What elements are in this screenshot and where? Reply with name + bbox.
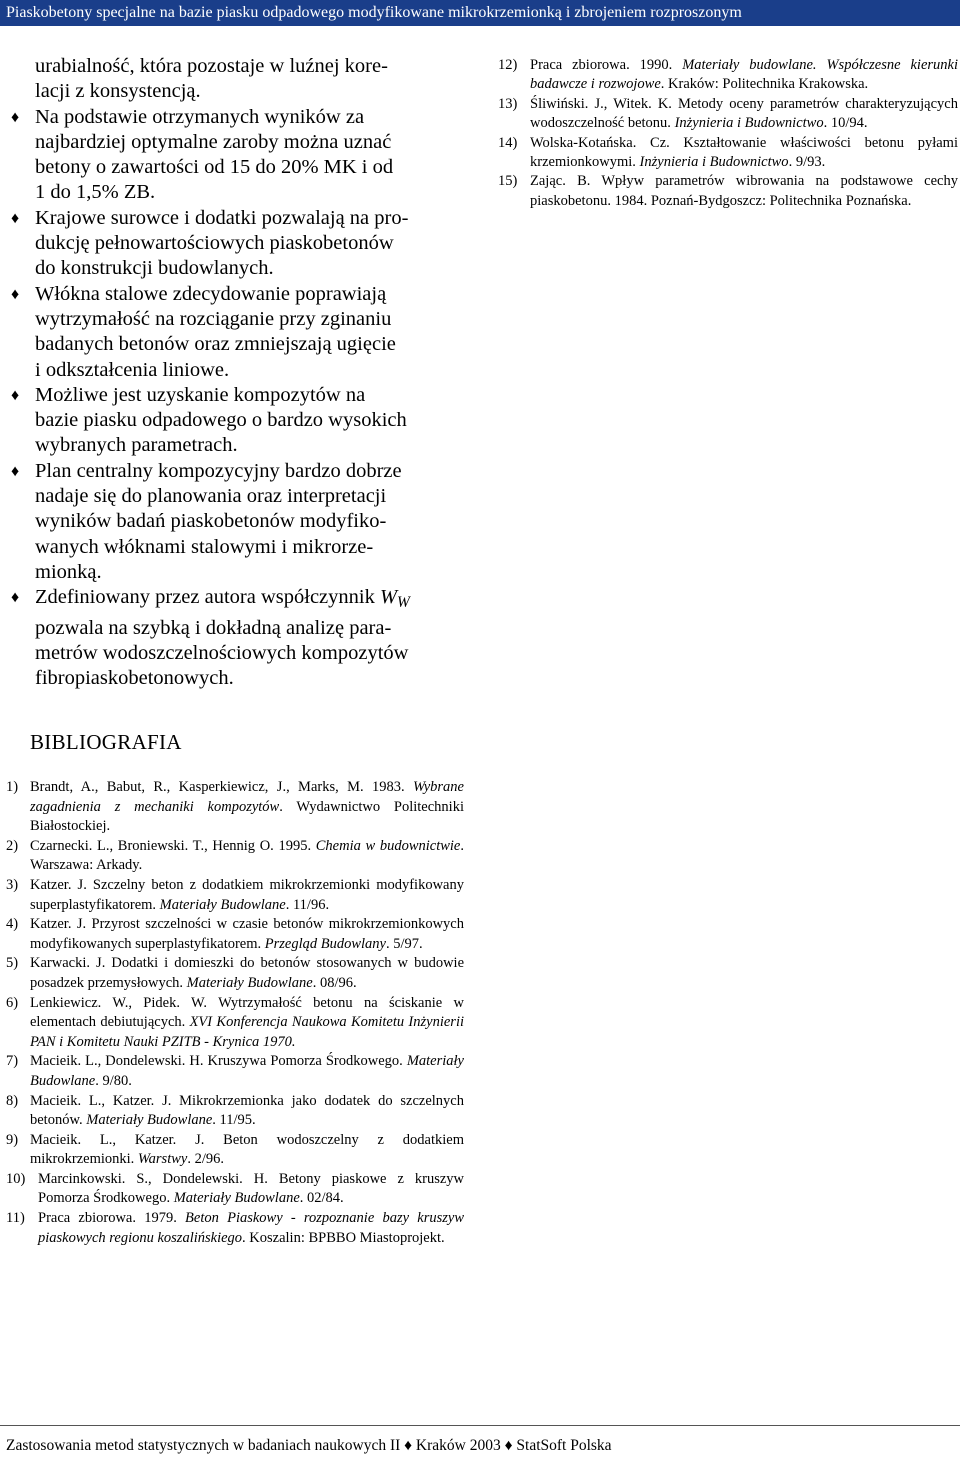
conclusion-bullet <box>10 282 466 383</box>
reference-number: 4) <box>6 916 19 933</box>
bullet-line: i odkształcenia liniowe. <box>35 358 230 381</box>
conclusions-section <box>10 54 466 691</box>
reference-rest: . 11/95. <box>212 1112 256 1129</box>
reference-authors: Czarnecki. L., Broniewski. T., Hennig O. 1995. <box>30 837 316 854</box>
reference-item <box>498 134 958 173</box>
reference-number: 6) <box>6 994 19 1011</box>
reference-item <box>6 876 464 915</box>
bibliography-heading: BIBLIOGRAFIA <box>30 730 182 754</box>
reference-item <box>6 915 464 954</box>
diamond-bullet-icon: ♦ <box>11 386 20 404</box>
intro-line-2: lacji z konsystencją. <box>35 80 201 103</box>
reference-title: Wybrane zagadnienia z mechaniki kompozytów <box>30 779 464 815</box>
reference-authors: Praca zbiorowa. 1979. <box>38 1210 186 1227</box>
bullet-line: Plan centralny kompozycyjny bardzo dobrze <box>35 459 402 482</box>
reference-rest: . 9/93. <box>788 154 826 171</box>
reference-number: 5) <box>6 955 19 972</box>
bullet-line: badanych betonów oraz zmniejszają ugięcie <box>35 333 396 356</box>
reference-number: 8) <box>6 1092 19 1109</box>
reference-authors: Marcinkowski. S., Dondelewski. H. Betony piaskowe z kruszyw Pomorza Środkowego. <box>38 1170 464 1207</box>
reference-title: Materiały Budowlane <box>86 1112 213 1129</box>
bullet-line: nadaje się do planowania oraz interpretacji <box>35 485 387 508</box>
bullet-line: wytrzymałość na rozciąganie przy zginaniu <box>35 307 392 330</box>
reference-number: 12) <box>498 57 518 73</box>
reference-title: Chemia w budownictwie <box>315 837 461 854</box>
reference-authors: Katzer. J. Szczelny beton z dodatkiem mikrokrzemionki modyfikowany superplastyfikatorem. <box>30 876 464 913</box>
reference-number: 3) <box>6 876 19 893</box>
conclusion-bullet <box>10 206 466 282</box>
reference-title: Materiały Budowlane <box>30 1053 464 1089</box>
reference-authors: Karwacki. J. Dodatki i domieszki do betonów stosowanych w budowie posadzek przemysłowych. <box>30 955 464 991</box>
diamond-bullet-icon: ♦ <box>11 589 20 607</box>
reference-number: 2) <box>6 837 19 854</box>
reference-number: 14) <box>498 134 518 151</box>
bullet-line: betony o zawartości od 15 do 20% MK i od <box>35 156 394 179</box>
diamond-bullet-icon: ♦ <box>11 108 20 126</box>
reference-authors: Praca zbiorowa. 1990. <box>530 57 683 73</box>
bullet-line: Możliwe jest uzyskanie kompozytów na <box>35 383 366 406</box>
diamond-bullet-icon: ♦ <box>11 285 20 303</box>
bullet-line: fibropiaskobetonowych. <box>35 667 234 690</box>
reference-rest: . 11/96. <box>285 896 330 913</box>
reference-authors: Katzer. J. Przyrost szczelności w czasie betonów mikrokrzemionkowych modyfikowanych superplastyfikatorem. <box>30 916 464 952</box>
bullet-line: 1 do 1,5% ZB. <box>35 181 156 204</box>
reference-authors: Lenkiewicz. W., Pidek. W. Wytrzymałość betonu na ściskanie w elementach debiutujących. <box>30 994 464 1031</box>
reference-number: 7) <box>6 1053 19 1070</box>
reference-item <box>498 172 958 211</box>
diamond-bullet-icon: ♦ <box>11 209 20 227</box>
bullet-line: wyników badań piaskobetonów modyfiko- <box>35 510 387 533</box>
bullet-line: dukcję pełnowartościowych piaskobetonów <box>35 232 394 255</box>
reference-item <box>6 994 464 1053</box>
conclusion-bullet <box>10 383 466 459</box>
header-title: Piaskobetony specjalne na bazie piasku odpadowego modyfikowane mikrokrzemionką i zbrojeniem rozproszonym <box>6 4 742 21</box>
reference-title: Beton Piaskowy - rozpoznanie bazy kruszyw piaskowych regionu koszalińskiego <box>38 1210 464 1246</box>
reference-item <box>6 1052 464 1091</box>
bullet-line: pozwala na szybką i dokładną analizę para- <box>35 616 392 639</box>
reference-rest: . Wydawnictwo Politechniki Białostockiej. <box>30 798 464 835</box>
reference-title: XVI Konferencja Naukowa Komitetu Inżynierii PAN i Komitetu Nauki PZITB - Krynica 1970. <box>30 1014 464 1050</box>
reference-title: Przegląd Budowlany <box>264 935 386 952</box>
reference-item <box>6 1092 464 1131</box>
bullet-line: wanych włóknami stalowymi i mikrorze- <box>35 535 374 558</box>
reference-item <box>6 1131 464 1170</box>
reference-number: 13) <box>498 95 518 112</box>
conclusion-bullet <box>10 459 466 585</box>
bullet-line: Krajowe surowce i dodatki pozwalają na pro- <box>35 206 409 229</box>
reference-rest: . Warszawa: Arkady. <box>30 837 464 874</box>
bullet-line: Na podstawie otrzymanych wyników za <box>35 105 365 128</box>
coefficient-symbol: W <box>379 586 398 609</box>
bullet-line: Zdefiniowany przez autora współczynnik $W_W$ <box>35 586 410 612</box>
reference-title: Inżynieria i Budownictwo <box>639 154 789 171</box>
bullet-line: metrów wodoszczelnościowych kompozytów <box>35 641 409 664</box>
reference-title: Materiały Budowlane <box>173 1190 300 1207</box>
reference-rest: . Kraków: Politechnika Krakowska. <box>660 76 869 93</box>
reference-authors: Brandt, A., Babut, R., Kasperkiewicz, J., Marks, M. 1983. <box>30 779 413 795</box>
reference-number: 15) <box>498 173 518 190</box>
bullet-line: wybranych parametrach. <box>35 434 238 457</box>
reference-rest: . 9/80. <box>95 1072 132 1089</box>
footer-divider <box>0 1425 960 1426</box>
reference-rest: . 2/96. <box>187 1151 224 1168</box>
coefficient-subscript: W <box>397 594 410 612</box>
intro-line-1: urabialność, która pozostaje w luźnej kore- <box>35 55 388 77</box>
reference-item <box>6 837 464 876</box>
bullet-line: Włókna stalowe zdecydowanie poprawiają <box>35 282 387 305</box>
reference-authors: Wolska-Kotańska. Cz. Kształtowanie właściwości betonu pyłami krzemionkowymi. <box>530 134 958 171</box>
reference-item <box>6 1170 464 1209</box>
reference-title: Materiały Budowlane <box>159 896 286 913</box>
diamond-bullet-icon: ♦ <box>11 462 20 480</box>
reference-item <box>6 954 464 993</box>
page-footer: Zastosowania metod statystycznych w badaniach naukowych II ♦ Kraków 2003 ♦ StatSoft Polska <box>6 1437 612 1454</box>
reference-authors: Macieik. L., Katzer. J. Beton wodoszczelny z dodatkiem mikrokrzemionki. <box>30 1131 464 1168</box>
reference-authors: Macieik. L., Katzer. J. Mikrokrzemionka jako dodatek do szczelnych betonów. <box>30 1092 464 1129</box>
reference-title: Materiały budowlane. Współczesne kierunki badawcze i rozwojowe <box>530 57 959 93</box>
conclusion-bullet <box>10 585 466 691</box>
reference-item <box>6 778 464 837</box>
bullet-line: mionką. <box>35 560 102 583</box>
reference-number: 10) <box>6 1170 26 1187</box>
reference-rest: . Koszalin: BPBBO Miastoprojekt. <box>242 1229 445 1246</box>
reference-number: 11) <box>6 1210 25 1227</box>
reference-number: 1) <box>6 779 19 795</box>
reference-rest: . 08/96. <box>312 974 357 991</box>
bibliography-list-left <box>6 778 464 1248</box>
bullet-line: bazie piasku odpadowego o bardzo wysokich <box>35 409 407 432</box>
bullet-line: do konstrukcji budowlanych. <box>35 257 274 280</box>
reference-authors: Śliwiński. J., Witek. K. Metody oceny parametrów charakteryzujących wodoszczelność betonu. <box>530 95 958 132</box>
reference-item <box>498 95 958 134</box>
reference-title: Inżynieria i Budownictwo <box>674 115 824 132</box>
reference-rest: . 10/94. <box>823 115 868 132</box>
reference-title: Warstwy <box>137 1151 188 1168</box>
page-header <box>0 0 960 26</box>
reference-item <box>498 56 958 95</box>
reference-rest: . 5/97. <box>386 935 423 952</box>
reference-item <box>6 1209 464 1248</box>
conclusion-bullet <box>10 105 466 206</box>
reference-authors: Macieik. L., Dondelewski. H. Kruszywa Pomorza Środkowego. <box>30 1053 407 1070</box>
reference-title: Materiały Budowlane <box>186 974 313 991</box>
reference-number: 9) <box>6 1131 19 1148</box>
bibliography-list-right <box>498 56 958 211</box>
bullet-line: najbardziej optymalne zaroby można uznać <box>35 130 392 153</box>
reference-rest: . 02/84. <box>299 1190 344 1207</box>
reference-authors: Zając. B. Wpływ parametrów wibrowania na podstawowe cechy piaskobetonu. 1984. Poznań-Bydgoszcz: Politechnika Poznańska. <box>530 173 958 209</box>
